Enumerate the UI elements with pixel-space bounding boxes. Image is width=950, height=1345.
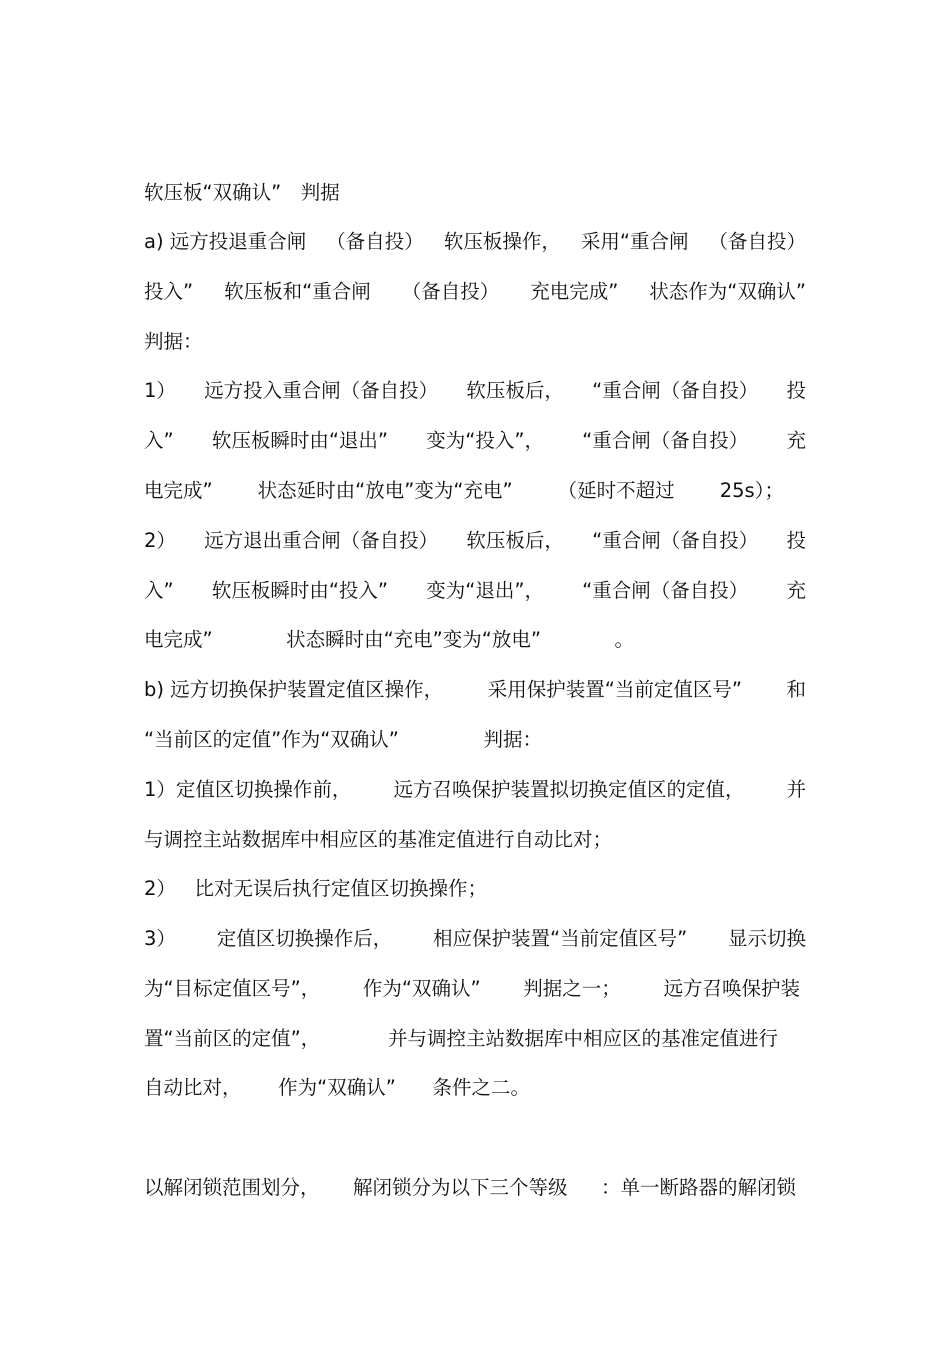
text-line: 投入” 软压板和“重合闸 （备自投） 充电完成” 状态作为“双确认” <box>144 280 806 303</box>
text-line: 为“目标定值区号”， 作为“双确认” 判据之一； 远方召唤保护装 <box>144 977 800 1000</box>
text-line: 2） 远方退出重合闸（备自投） 软压板后， “重合闸（备自投） 投 <box>144 529 806 552</box>
text-line: 置“当前区的定值”， 并与调控主站数据库中相应区的基准定值进行 <box>144 1027 778 1050</box>
footer-line: 以解闭锁范围划分， 解闭锁分为以下三个等级 ：单一断路器的解闭锁 <box>144 1176 796 1199</box>
text-line: b) 远方切换保护装置定值区操作， 采用保护装置“当前定值区号” 和 <box>144 678 806 701</box>
text-line: 判据： <box>144 330 203 353</box>
text-line: 电完成” 状态延时由“放电”变为“充电” （延时不超过 25s）； <box>144 479 784 502</box>
text-line: 2） 比对无误后执行定值区切换操作； <box>144 877 488 900</box>
heading: 软压板“双确认” 判据 <box>144 181 340 204</box>
text-line: 自动比对， 作为“双确认” 条件之二。 <box>144 1076 530 1099</box>
text-line: a) 远方投退重合闸 （备自投） 软压板操作， 采用“重合闸 （备自投） <box>144 230 806 253</box>
text-line: 电完成” 状态瞬时由“充电”变为“放电” 。 <box>144 628 634 651</box>
text-line: 1） 远方投入重合闸（备自投） 软压板后， “重合闸（备自投） 投 <box>144 379 806 402</box>
text-line: 入” 软压板瞬时由“退出” 变为“投入”， “重合闸（备自投） 充 <box>144 429 806 452</box>
text-line: 入” 软压板瞬时由“投入” 变为“退出”， “重合闸（备自投） 充 <box>144 579 806 602</box>
text-line: 3） 定值区切换操作后， 相应保护装置“当前定值区号” 显示切换 <box>144 927 806 950</box>
text-line: 与调控主站数据库中相应区的基准定值进行自动比对； <box>144 828 613 851</box>
text-line: 1）定值区切换操作前， 远方召唤保护装置拟切换定值区的定值， 并 <box>144 778 806 801</box>
text-line: “当前区的定值”作为“双确认” 判据： <box>144 728 542 751</box>
